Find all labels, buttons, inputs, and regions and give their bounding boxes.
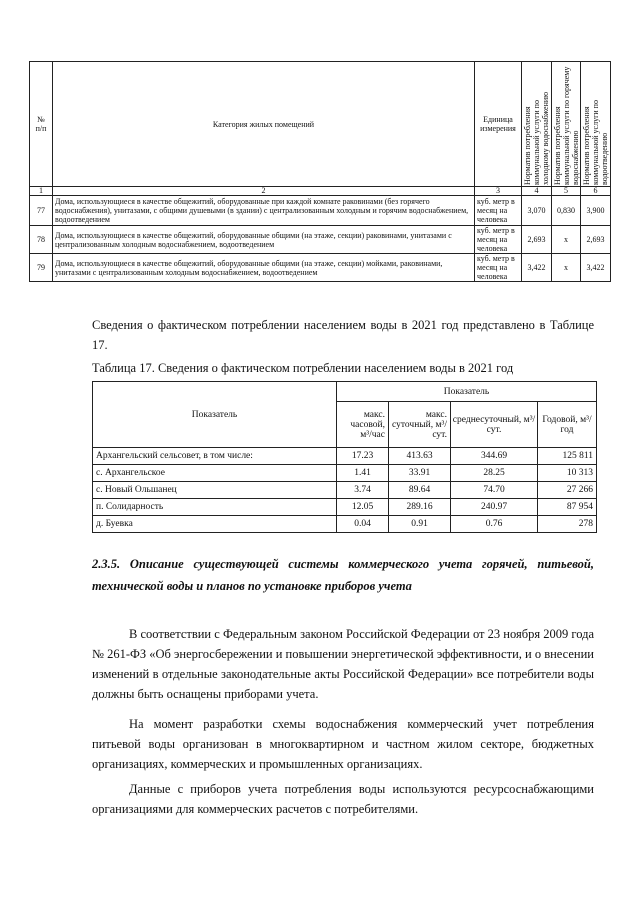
- column-number: 1: [30, 187, 53, 196]
- row-annual: 10 313: [538, 465, 597, 482]
- row-avg-daily: 344.69: [451, 448, 538, 465]
- row-max-daily: 289.16: [389, 499, 451, 516]
- row-drain-norm: 3,422: [581, 254, 611, 282]
- header-max-hourly: макс. часовой, м³/час: [337, 402, 389, 448]
- intro-paragraph: Сведения о фактическом потреблении населением воды в 2021 год представлено в Таблице 17.: [92, 318, 594, 352]
- table-row: [30, 196, 611, 226]
- row-max-hourly: 12.05: [337, 499, 389, 516]
- row-cold-norm: 3,422: [522, 254, 552, 282]
- section-heading: 2.3.5. Описание существующей системы коммерческого учета горячей, питьевой, технической воды и планов по установке приборов учета: [92, 557, 594, 593]
- column-number: 3: [475, 187, 522, 196]
- row-settlement: Архангельский сельсовет, в том числе:: [93, 448, 337, 465]
- body-paragraph: В соответствии с Федеральным законом Российской Федерации от 23 ноября 2009 года № 261-ФЗ «Об энергосбережении и повышении энергетической эффективности, и о внесении изменений в отдельные законодательные акты Российской Федерации» все потребители воды должны быть оснащены приборами учета.: [92, 627, 594, 701]
- table-row: [93, 482, 597, 499]
- header-cold-water-norm-text: Норматив потребления коммунальной услуги по холодному водоснабжению: [523, 91, 550, 185]
- header-hot-water-norm: [552, 62, 581, 187]
- table-row: [93, 465, 597, 482]
- row-max-daily: 89.64: [389, 482, 451, 499]
- row-avg-daily: 240.97: [451, 499, 538, 516]
- row-annual: 125 811: [538, 448, 597, 465]
- row-max-hourly: 17.23: [337, 448, 389, 465]
- row-cold-norm: 3,070: [522, 196, 552, 226]
- row-settlement: д. Буевка: [93, 516, 337, 533]
- header-avg-daily: среднесуточный, м³/сут.: [451, 402, 538, 448]
- column-numbers-row: [30, 187, 611, 196]
- row-category: Дома, использующиеся в качестве общежитий, оборудованные общими (на этаже, секции) раковинами, унитазами с централизованным холодным водоснабжением, водоотведением: [53, 226, 475, 254]
- row-max-hourly: 0.04: [337, 516, 389, 533]
- body-paragraph: На момент разработки схемы водоснабжения коммерческий учет потребления питьевой воды организован в многоквартирном и частном жилом секторе, бюджетных организациях, коммерческих и промышленных организациях.: [92, 717, 594, 771]
- table-row: [93, 516, 597, 533]
- row-max-daily: 0.91: [389, 516, 451, 533]
- row-category: Дома, использующиеся в качестве общежитий, оборудованные общими (на этаже, секции) мойками, раковинами, унитазами с централизованным холодным водоснабжением, водоотведением: [53, 254, 475, 282]
- row-unit: куб. метр в месяц на человека: [475, 254, 522, 282]
- row-drain-norm: 3,900: [581, 196, 611, 226]
- table-caption: Таблица 17. Сведения о фактическом потреблении населением воды в 2021 год: [92, 361, 514, 375]
- row-unit: куб. метр в месяц на человека: [475, 196, 522, 226]
- row-number: 77: [30, 196, 53, 226]
- row-avg-daily: 28.25: [451, 465, 538, 482]
- header-drainage-norm: [581, 62, 611, 187]
- row-hot-norm: х: [552, 226, 581, 254]
- table-row: [30, 226, 611, 254]
- row-hot-norm: х: [552, 254, 581, 282]
- row-category: Дома, использующиеся в качестве общежитий, оборудованные при каждой комнате раковинами (без горячего водоснабжения), унитазами, с общими душевыми (в здании) с централизованным холодным и горячим водоснабжением, водоотведением: [53, 196, 475, 226]
- norms-table-header: [30, 62, 611, 187]
- row-drain-norm: 2,693: [581, 226, 611, 254]
- row-annual: 87 954: [538, 499, 597, 516]
- column-number: 4: [522, 187, 552, 196]
- row-max-hourly: 1.41: [337, 465, 389, 482]
- header-max-daily: макс. суточный, м³/сут.: [389, 402, 451, 448]
- row-hot-norm: 0,830: [552, 196, 581, 226]
- row-annual: 27 266: [538, 482, 597, 499]
- row-number: 79: [30, 254, 53, 282]
- table-row: [30, 254, 611, 282]
- row-max-daily: 413.63: [389, 448, 451, 465]
- header-number: № п/п: [30, 62, 53, 187]
- norms-table: [29, 61, 611, 282]
- column-number: 6: [581, 187, 611, 196]
- row-unit: куб. метр в месяц на человека: [475, 226, 522, 254]
- header-unit: Единица измерения: [475, 62, 522, 187]
- row-settlement: п. Солидарность: [93, 499, 337, 516]
- row-annual: 278: [538, 516, 597, 533]
- row-settlement: с. Архангельское: [93, 465, 337, 482]
- header-indicator: Показатель: [93, 382, 337, 448]
- row-number: 78: [30, 226, 53, 254]
- header-annual: Годовой, м³/год: [538, 402, 597, 448]
- column-number: 2: [53, 187, 475, 196]
- header-drainage-norm-text: Норматив потребления коммунальной услуги по водоотведению: [582, 99, 609, 185]
- row-max-hourly: 3.74: [337, 482, 389, 499]
- header-cold-water-norm: [522, 62, 552, 187]
- body-paragraph: Данные с приборов учета потребления воды используются ресурсоснабжающими организациями для коммерческих расчетов с потребителями.: [92, 782, 594, 816]
- column-number: 5: [552, 187, 581, 196]
- row-settlement: с. Новый Ольшанец: [93, 482, 337, 499]
- row-avg-daily: 74.70: [451, 482, 538, 499]
- header-hot-water-norm-text: Норматив потребления коммунальной услуги по горячему водоснабжению: [552, 66, 580, 185]
- row-cold-norm: 2,693: [522, 226, 552, 254]
- header-category: Категория жилых помещений: [53, 62, 475, 187]
- table-row: [93, 499, 597, 516]
- consumption-table: [92, 381, 597, 533]
- row-avg-daily: 0.76: [451, 516, 538, 533]
- table-row: [93, 448, 597, 465]
- consumption-table-header-top: [93, 382, 597, 402]
- row-max-daily: 33.91: [389, 465, 451, 482]
- header-indicator-group: Показатель: [337, 382, 597, 402]
